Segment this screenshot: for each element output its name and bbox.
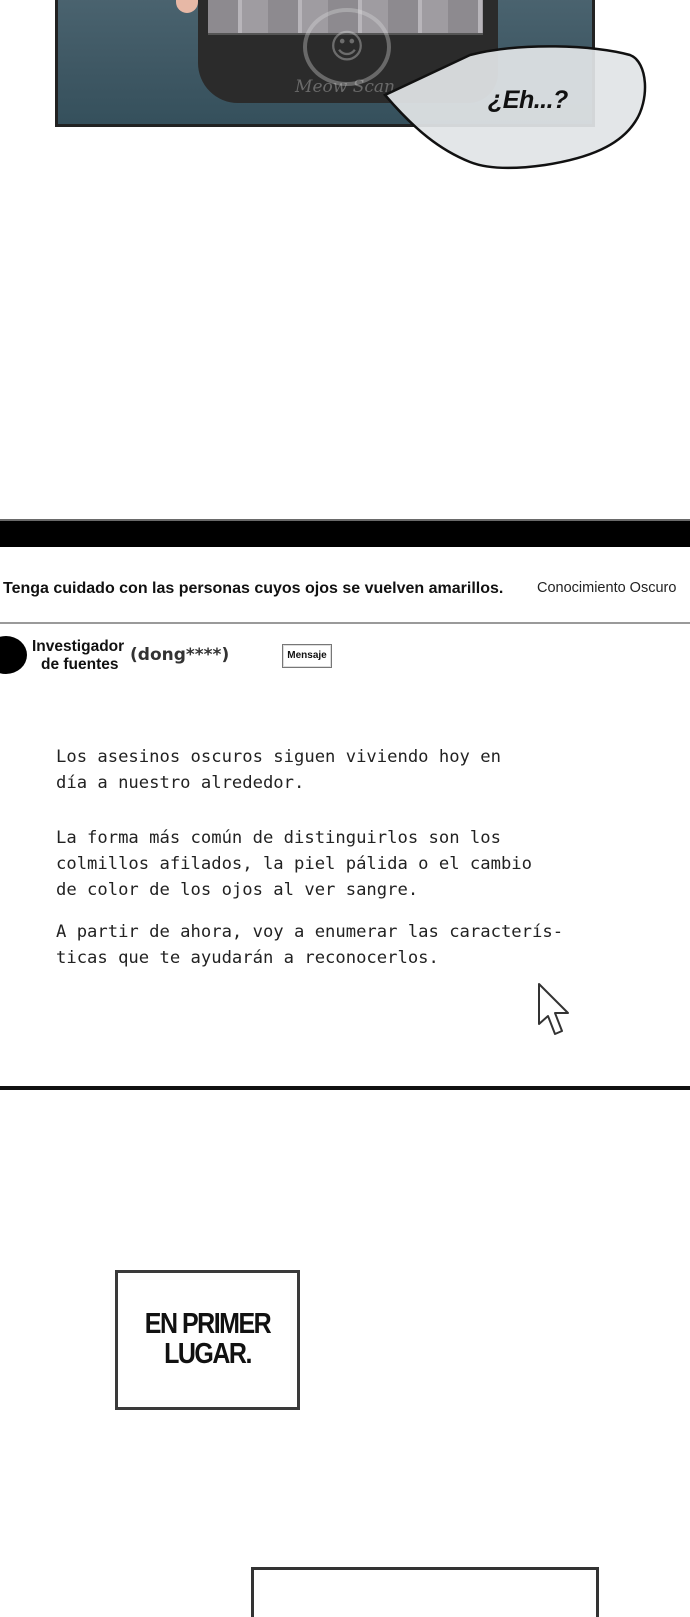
article-paragraph-3: A partir de ahora, voy a enumerar las caracterís- ticas que te ayudarán a reconocerlos.	[56, 922, 564, 968]
speech-text: ¿Eh...?	[488, 86, 568, 114]
author-id[interactable]: (dong****)	[130, 645, 230, 665]
black-divider	[0, 521, 690, 547]
avatar[interactable]	[0, 636, 27, 674]
caption-line-1: EN PRIMER	[144, 1307, 271, 1341]
author-role-line-2: de fuentes	[41, 656, 119, 673]
comic-panel-next	[251, 1567, 599, 1617]
caption-line-2: LUGAR.	[164, 1337, 251, 1371]
watermark-text: Meow Scan	[295, 77, 395, 97]
mouse-cursor-icon	[537, 982, 573, 1038]
message-button[interactable]: Mensaje	[282, 644, 332, 668]
article-bottom-divider	[0, 1086, 690, 1090]
article-category[interactable]: Conocimiento Oscuro	[537, 580, 677, 596]
hand-illustration	[176, 0, 198, 13]
article-paragraph-1: Los asesinos oscuros siguen viviendo hoy en día a nuestro alrededor.	[56, 747, 501, 793]
article-paragraph-2: La forma más común de distinguirlos son los colmillos afilados, la piel pálida o el cambio de color de los ojos al ver sangre.	[56, 828, 532, 900]
cat-face-icon: ☺	[303, 8, 391, 86]
header-divider	[0, 622, 690, 624]
article-title: Tenga cuidado con las personas cuyos ojos se vuelven amarillos.	[3, 580, 504, 597]
author-role-line-1: Investigador	[32, 638, 125, 655]
